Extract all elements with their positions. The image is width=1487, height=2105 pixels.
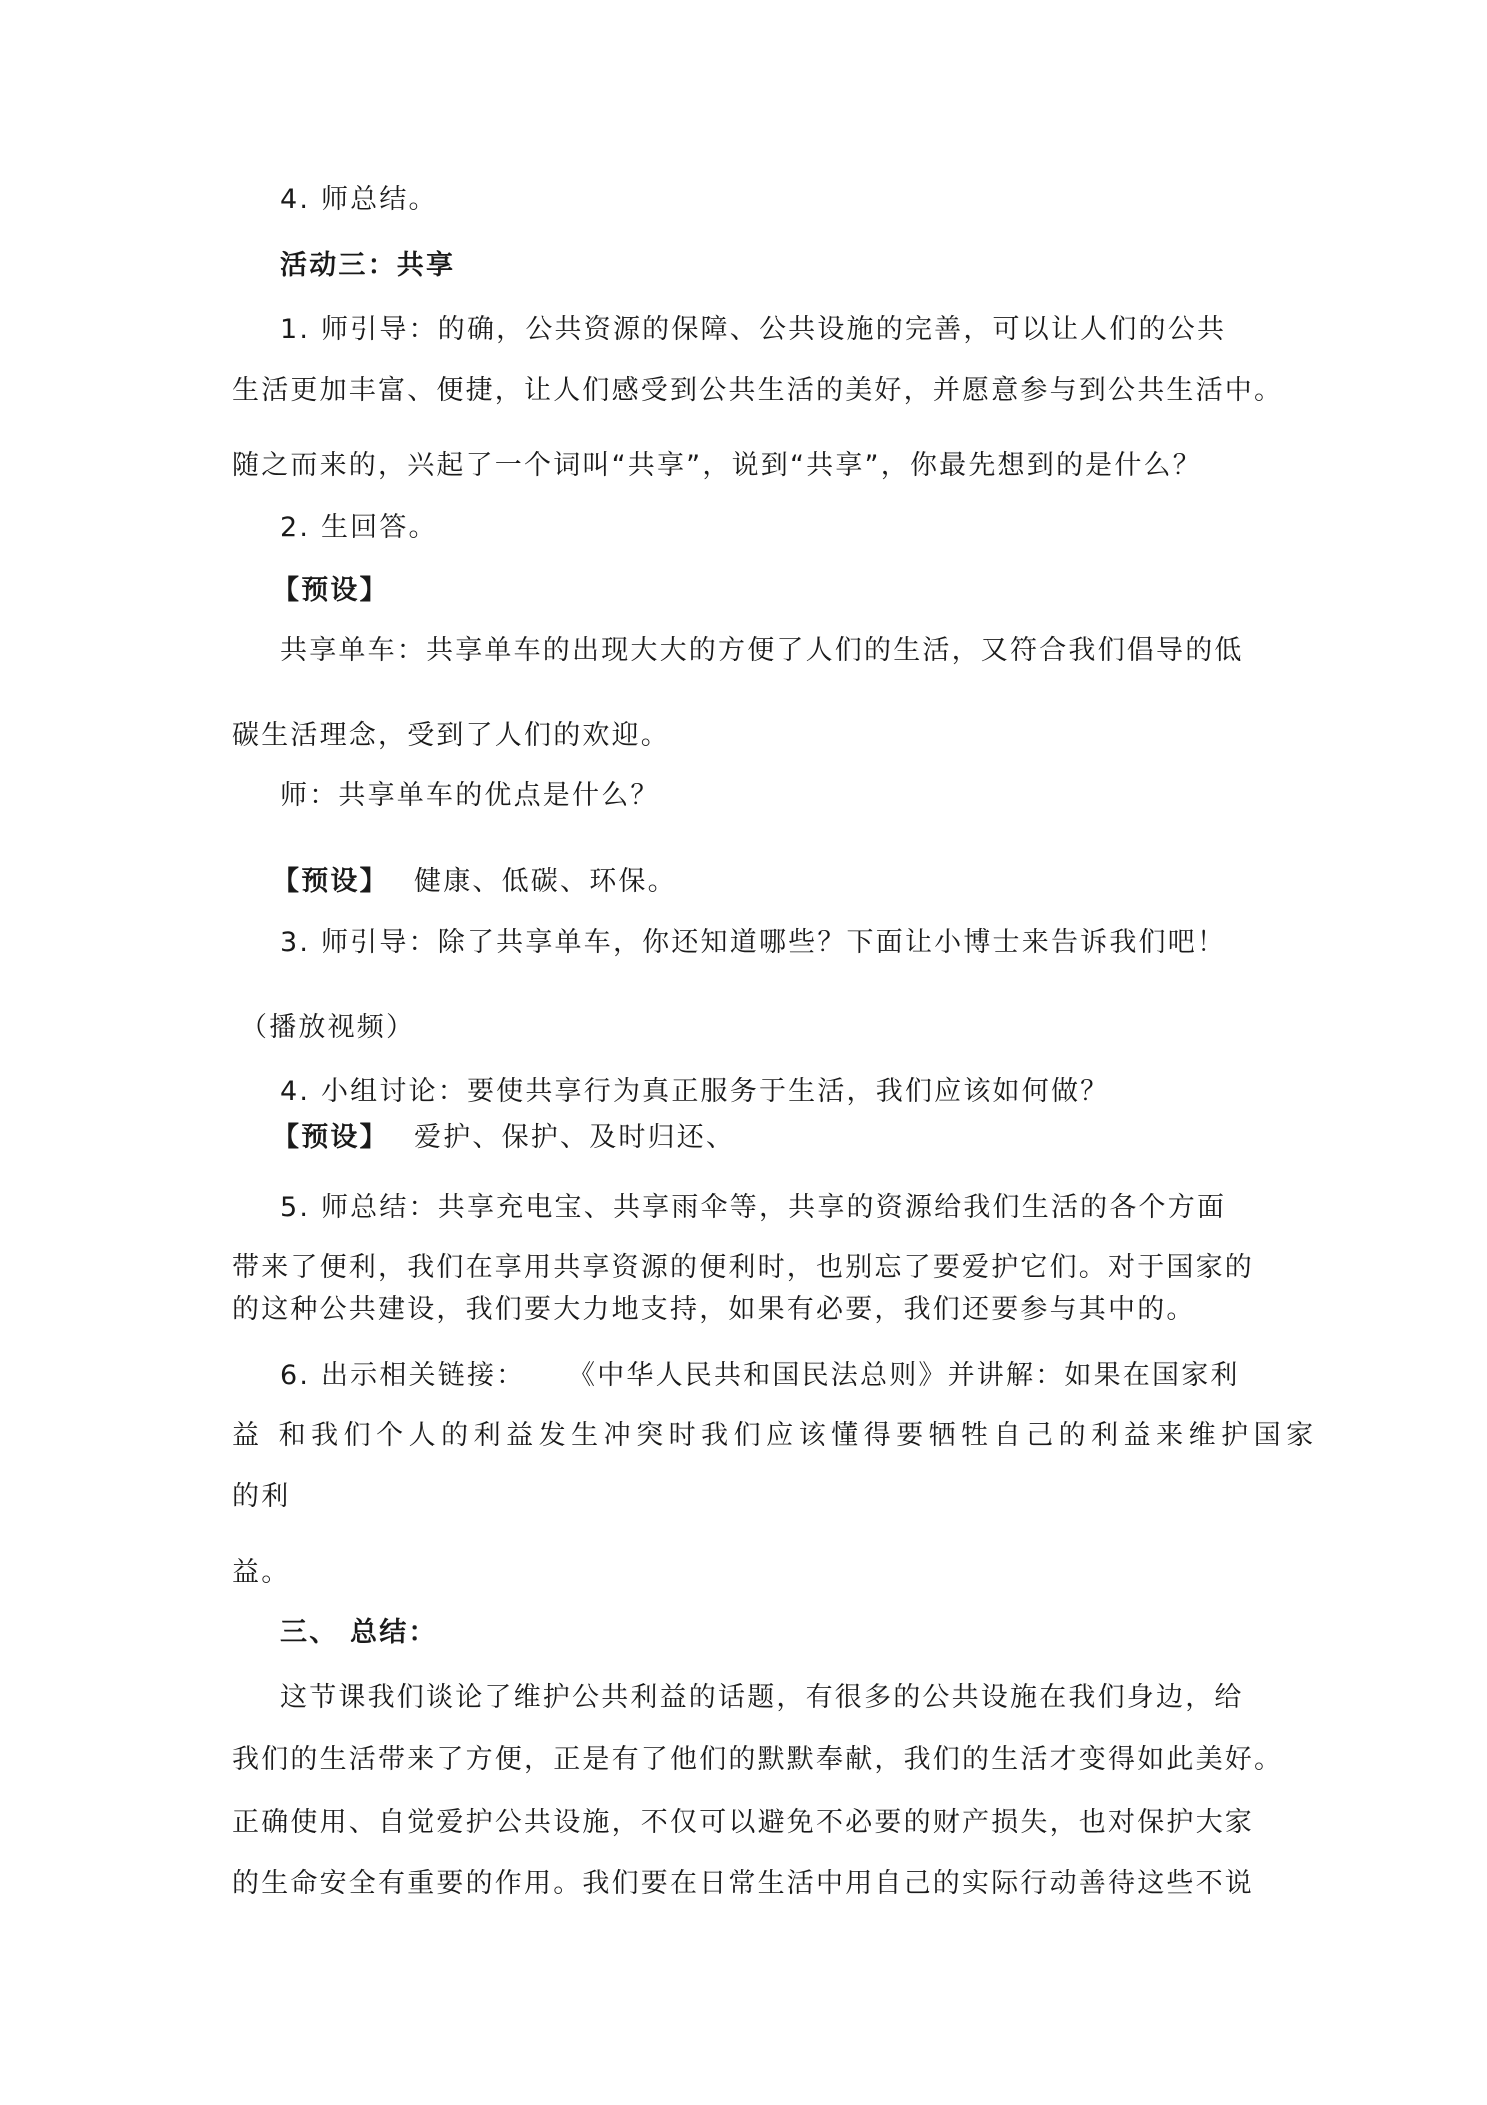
paragraph-line: 的这种公共建设，我们要大力地支持，如果有必要，我们还要参与其中的。 bbox=[232, 1294, 1196, 1325]
paragraph-line: 生活更加丰富、便捷，让人们感受到公共生活的美好，并愿意参与到公共生活中。 bbox=[232, 375, 1284, 406]
paragraph-line: 益 和我们个人的利益发生冲突时我们应该懂得要牺牲自己的利益来维护国家 bbox=[232, 1420, 1319, 1451]
paragraph-line: 我们的生活带来了方便，正是有了他们的默默奉献，我们的生活才变得如此美好。 bbox=[232, 1744, 1284, 1775]
paragraph-line: 《中华人民共和国民法总则》并讲解：如果在国家利 bbox=[568, 1360, 1240, 1391]
preset-label: 【预设】 bbox=[272, 866, 389, 897]
paragraph-line: 3. 师引导：除了共享单车，你还知道哪些？下面让小博士来告诉我们吧！ bbox=[280, 927, 1227, 958]
paragraph-line: 益。 bbox=[232, 1557, 291, 1588]
paragraph-line: 随之而来的，兴起了一个词叫“共享”，说到“共享”，你最先想到的是什么？ bbox=[232, 450, 1202, 481]
paragraph-line: 4. 小组讨论：要使共享行为真正服务于生活，我们应该如何做？ bbox=[280, 1076, 1110, 1107]
paragraph-line: 碳生活理念，受到了人们的欢迎。 bbox=[232, 720, 670, 751]
paragraph-line: （播放视频） bbox=[240, 1012, 416, 1043]
paragraph-line: 带来了便利，我们在享用共享资源的便利时，也别忘了要爱护它们。对于国家的 bbox=[232, 1252, 1254, 1283]
preset-label: 【预设】 bbox=[272, 1122, 389, 1153]
step-4-teacher-summary: 4. 师总结。 bbox=[280, 184, 438, 215]
paragraph-line: 爱护、保护、及时归还、 bbox=[414, 1122, 736, 1153]
preset-label: 【预设】 bbox=[272, 575, 389, 606]
section-3-summary-heading: 三、 总结： bbox=[280, 1617, 438, 1648]
paragraph-line: 2. 生回答。 bbox=[280, 512, 438, 543]
paragraph-line: 健康、低碳、环保。 bbox=[414, 866, 677, 897]
paragraph-line: 师：共享单车的优点是什么？ bbox=[280, 780, 660, 811]
paragraph-line: 6. 出示相关链接： bbox=[280, 1360, 526, 1391]
paragraph-line: 5. 师总结：共享充电宝、共享雨伞等，共享的资源给我们生活的各个方面 bbox=[280, 1192, 1227, 1223]
paragraph-line: 的生命安全有重要的作用。我们要在日常生活中用自己的实际行动善待这些不说 bbox=[232, 1868, 1254, 1899]
paragraph-line: 这节课我们谈论了维护公共利益的话题，有很多的公共设施在我们身边，给 bbox=[280, 1682, 1244, 1713]
activity-3-heading: 活动三：共享 bbox=[280, 250, 456, 281]
paragraph-line: 1. 师引导：的确，公共资源的保障、公共设施的完善，可以让人们的公共 bbox=[280, 314, 1227, 345]
paragraph-line: 正确使用、自觉爱护公共设施，不仅可以避免不必要的财产损失，也对保护大家 bbox=[232, 1807, 1254, 1838]
paragraph-line: 共享单车：共享单车的出现大大的方便了人们的生活，又符合我们倡导的低 bbox=[280, 635, 1244, 666]
paragraph-line: 的利 bbox=[232, 1481, 291, 1512]
